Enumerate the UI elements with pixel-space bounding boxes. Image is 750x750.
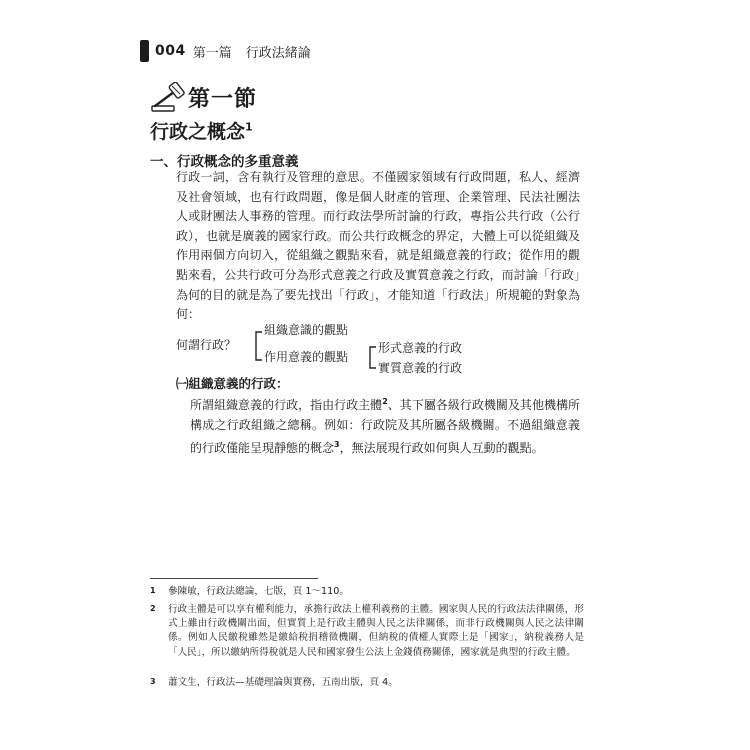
sub-bracket xyxy=(370,347,376,368)
footnote-ref-3: 3 xyxy=(334,440,340,450)
diagram-branch-2: 作用意義的觀點 xyxy=(264,350,349,364)
para2-text-1: 所謂組織意義的行政，指由行政主體 xyxy=(190,398,383,412)
subheading: ㈠組織意義的行政： xyxy=(176,376,289,391)
main-bracket xyxy=(256,332,262,360)
body-paragraph: 行政一詞，含有執行及管理的意思。不僅國家領域有行政問題，私人、經濟及社會領域，也有行政問題，像是個人財產的管理、企業管理、民法社團法人或財團法人事務的管理。而行政法學所討論的行政，專指公共行政（公行政），也就是廣義的國家行政。而公共行政概念的界定，大體上可以從組織及作用兩個方向切入，從組織之觀點來看，就是組織意義的行政；從作用的觀點來看，公共行政可分為形式意義之行政及實質意義之行政，而討論「行政」為何的目的就是為了要先找出「行政」，才能知道「行政法」所規範的對象為何： xyxy=(176,170,580,322)
footnote-text: 蕭文生，行政法—基礎理論與實務，五南出版，頁 4。 xyxy=(168,677,398,688)
diagram-branch-1: 組織意識的觀點 xyxy=(264,323,349,337)
footnote xyxy=(150,585,584,599)
page-number: 004 xyxy=(155,43,186,59)
footnote-ref-2: 2 xyxy=(382,397,388,406)
footnote xyxy=(150,676,584,690)
footnote-mark: 1 xyxy=(150,586,156,595)
heading-level-1: 一、行政概念的多重意義 xyxy=(150,154,299,170)
para2-text-2: 、其下屬各級行政機關及其他機構所構成之行政組織之總稱。例如：行政院及其所屬各級機關。不過組織意義的行政僅能呈現靜態的概念 xyxy=(190,398,580,456)
footnote-text: 行政主體是可以享有權利能力，承擔行政法上權利義務的主體。國家與人民的行政法法律關係，形式上雖由行政機關出面，但實質上是行政主體與人民之法律關係，而非行政機關與人民之法律關係。例如人民繳稅雖然是繳給稅捐稽徵機關，但納稅的債權人實際上是「國家」，納稅義務人是「人民」，所以繳納所得稅就是人民和國家發生公法上金錢債務關係，國家就是典型的行政主體。 xyxy=(168,604,584,658)
concept-diagram xyxy=(176,319,496,375)
chapter-title-text: 行政之概念 xyxy=(150,121,246,143)
header-tab-marker xyxy=(140,40,149,62)
part-number: 第一篇 xyxy=(192,45,232,61)
body-paragraph-2 xyxy=(190,392,580,459)
part-title: 行政法緒論 xyxy=(245,45,311,61)
gavel-icon xyxy=(150,82,192,112)
diagram-question: 何謂行政？ xyxy=(176,338,237,352)
diagram-sub-1: 形式意義的行政 xyxy=(378,341,463,355)
running-header xyxy=(140,40,311,62)
footnote-rule xyxy=(150,578,318,579)
footnote-mark: 2 xyxy=(150,604,156,613)
footnote-text: 參陳敏，行政法總論，七版，頁 1～110。 xyxy=(168,586,349,597)
section-heading xyxy=(150,82,257,112)
section-label: 第一節 xyxy=(188,85,258,112)
para2-text-3: ，無法展現行政如何與人互動的觀點。 xyxy=(339,441,544,456)
footnote-ref: 1 xyxy=(245,120,253,134)
diagram-sub-2: 實質意義的行政 xyxy=(378,361,463,375)
footnote-mark: 3 xyxy=(150,677,156,686)
chapter-title xyxy=(150,117,253,144)
footnote xyxy=(150,603,584,660)
